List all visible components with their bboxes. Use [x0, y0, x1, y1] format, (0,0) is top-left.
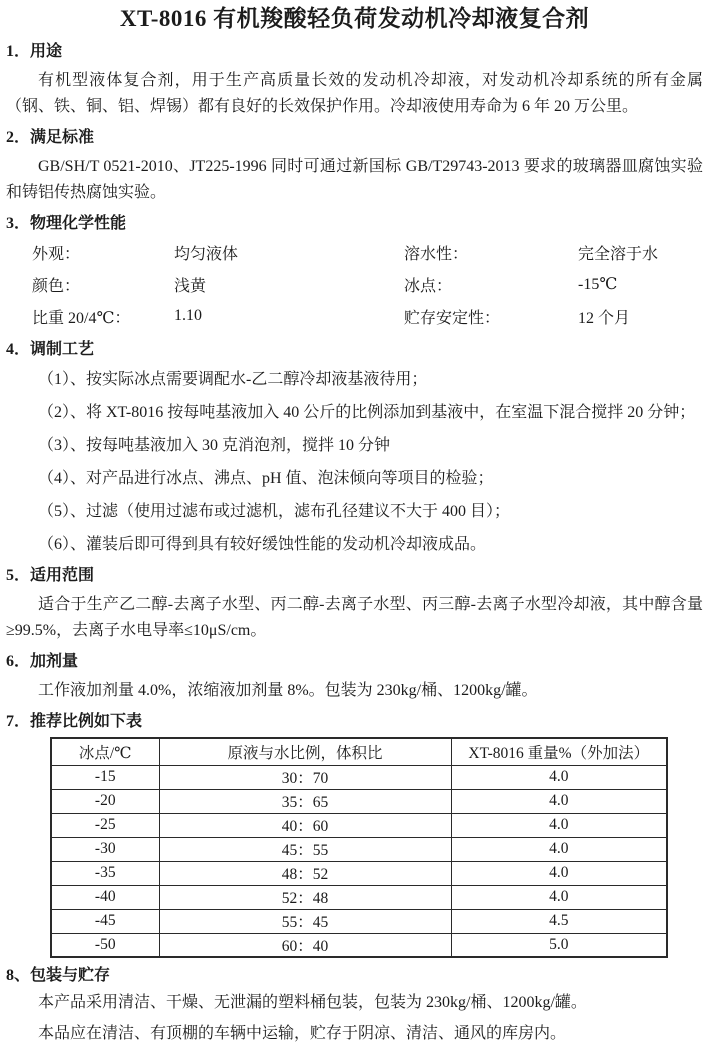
table-row [51, 813, 667, 837]
process-step: （4）、对产品进行冰点、沸点、pH 值、泡沫倾向等项目的检验； [38, 470, 494, 487]
section-usage-paragraph: 有机型液体复合剂，用于生产高质量长效的发动机冷却液，对发动机冷却系统的所有金属（钢、铁、铜、铝、焊锡）都有良好的长效保护作用。冷却液使用寿命为 6 年 20 万公里。 [6, 72, 703, 115]
table-cell: 60：40 [159, 933, 451, 957]
properties-list [6, 236, 703, 332]
table-cell: 40：60 [159, 813, 451, 837]
section-dosage-paragraph: 工作液加剂量 4.0%，浓缩液加剂量 8%。包装为 230kg/桶、1200kg/罐。 [38, 682, 538, 699]
table-cell: 4.0 [451, 837, 667, 861]
process-steps [6, 367, 703, 558]
table-row [51, 885, 667, 909]
section-dosage-heading: 6．加剂量 [6, 653, 79, 670]
property-row [6, 300, 703, 332]
section-packaging-paragraph: 本产品采用清洁、干燥、无泄漏的塑料桶包装，包装为 230kg/桶、1200kg/罐。 [38, 994, 587, 1011]
table-header-cell: XT-8016 重量%（外加法） [451, 738, 667, 765]
property-value: -15℃ [578, 276, 618, 293]
property-label: 外观： [32, 245, 81, 263]
property-row [6, 268, 703, 300]
process-step: （1）、按实际冰点需要调配水-乙二醇冷却液基液待用； [38, 371, 428, 388]
table-cell: 5.0 [451, 933, 667, 957]
table-cell: -30 [51, 837, 159, 861]
property-label: 比重 20/4℃： [32, 309, 131, 327]
property-value: 完全溶于水 [578, 245, 659, 263]
process-step: （2）、将 XT-8016 按每吨基液加入 40 公斤的比例添加到基液中，在室温下混合搅拌 20 分钟； [38, 404, 696, 421]
page-title: XT-8016 有机羧酸轻负荷发动机冷却液复合剂 [119, 6, 590, 31]
table-cell: 30：70 [159, 765, 451, 789]
table-cell: -35 [51, 861, 159, 885]
table-row [51, 861, 667, 885]
property-label: 贮存安定性： [404, 309, 501, 327]
property-label: 溶水性： [404, 245, 469, 263]
table-cell: 4.0 [451, 813, 667, 837]
process-step: （5）、过滤（使用过滤布或过滤机，滤布孔径建议不大于 400 目）； [38, 503, 511, 520]
section-packaging-heading: 8、包装与贮存 [6, 967, 111, 984]
section-properties-heading: 3．物理化学性能 [6, 215, 127, 232]
table-cell: 48：52 [159, 861, 451, 885]
table-cell: 4.0 [451, 789, 667, 813]
table-cell: -20 [51, 789, 159, 813]
process-step: （3）、按每吨基液加入 30 克消泡剂，搅拌 10 分钟 [38, 437, 391, 454]
table-row [51, 909, 667, 933]
table-cell: 35：65 [159, 789, 451, 813]
property-value: 12 个月 [578, 309, 631, 327]
property-value: 均匀液体 [174, 245, 239, 263]
section-usage-heading: 1．用途 [6, 43, 63, 60]
property-label: 冰点： [404, 277, 453, 295]
section-standards-paragraph: GB/SH/T 0521-2010、JT225-1996 同时可通过新国标 GB/T29743-2013 要求的玻璃器皿腐蚀实验和铸铝传热腐蚀实验。 [6, 158, 703, 201]
process-step: （6）、灌装后即可得到具有较好缓蚀性能的发动机冷却液成品。 [38, 536, 487, 553]
property-value: 1.10 [174, 307, 202, 324]
section-ratio-heading: 7．推荐比例如下表 [6, 713, 143, 730]
table-row [51, 789, 667, 813]
section-packaging-paragraph: 本品应在清洁、有顶棚的车辆中运输，贮存于阴凉、清洁、通风的库房内。 [38, 1025, 567, 1042]
section-scope-paragraph: 适合于生产乙二醇-去离子水型、丙二醇-去离子水型、丙三醇-去离子水型冷却液，其中醇含量≥99.5%，去离子水电导率≤10μS/cm。 [6, 596, 703, 639]
table-cell: -40 [51, 885, 159, 909]
table-cell: 52：48 [159, 885, 451, 909]
table-cell: -45 [51, 909, 159, 933]
table-row [51, 837, 667, 861]
section-standards-heading: 2．满足标准 [6, 129, 95, 146]
table-cell: 55：45 [159, 909, 451, 933]
ratio-table [50, 737, 668, 958]
section-process-heading: 4．调制工艺 [6, 341, 95, 358]
section-scope-heading: 5．适用范围 [6, 567, 95, 584]
table-header-row [51, 738, 667, 765]
table-row [51, 933, 667, 957]
table-cell: 4.0 [451, 861, 667, 885]
table-cell: 4.5 [451, 909, 667, 933]
table-header-cell: 冰点/℃ [51, 738, 159, 765]
table-cell: -25 [51, 813, 159, 837]
table-cell: -15 [51, 765, 159, 789]
table-row [51, 765, 667, 789]
property-value: 浅黄 [174, 277, 207, 295]
property-label: 颜色： [32, 277, 81, 295]
table-cell: 4.0 [451, 885, 667, 909]
table-cell: -50 [51, 933, 159, 957]
table-cell: 45：55 [159, 837, 451, 861]
table-cell: 4.0 [451, 765, 667, 789]
table-header-cell: 原液与水比例，体积比 [159, 738, 451, 765]
property-row [6, 236, 703, 268]
